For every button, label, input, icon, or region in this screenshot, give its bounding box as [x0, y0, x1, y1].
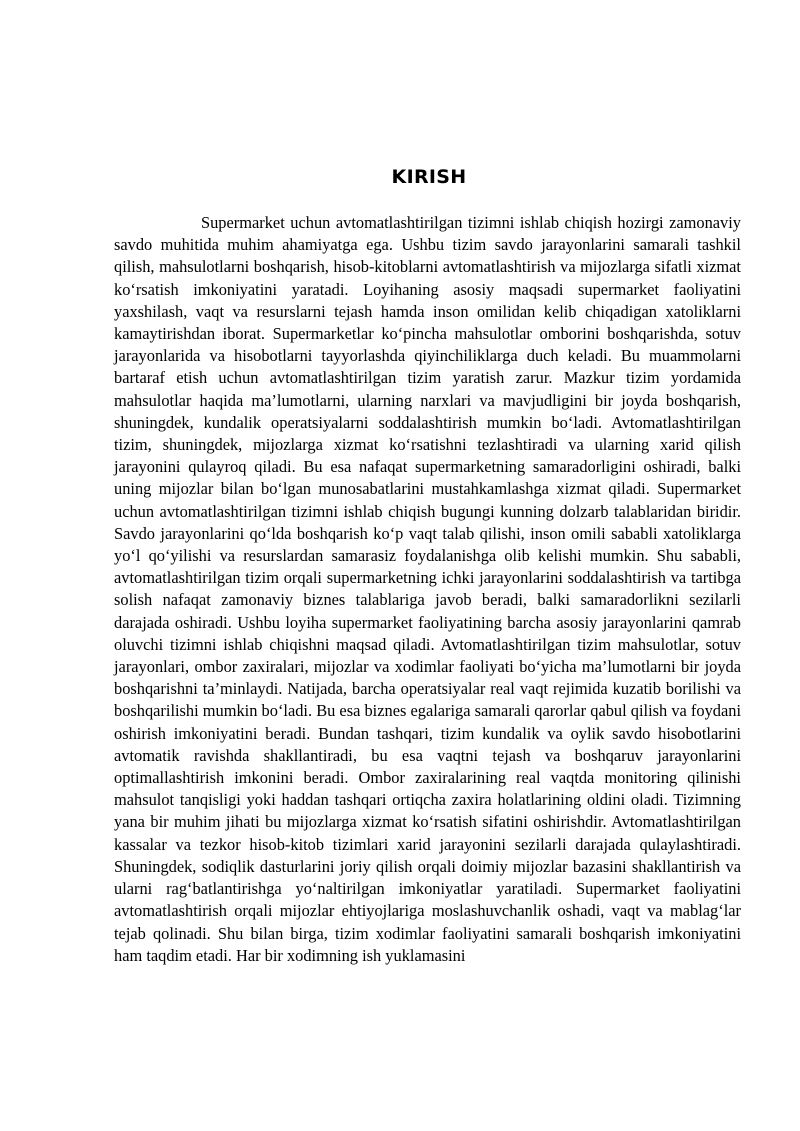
body-paragraph: Supermarket uchun avtomatlashtirilgan tizimni ishlab chiqish hozirgi zamonaviy savdo muhitida muhim ahamiyatga ega. Ushbu tizim savdo jarayonlarini samarali tashkil qilish, mahsulotlarni boshqarish, hisob-kitoblarni avtomatlashtirish va mijozlarga sifatli xizmat ko‘rsatish imkoniyatini yaratadi. Loyihaning asosiy maqsadi supermarket faoliyatini yaxshilash, vaqt va resurslarni tejash hamda inson omilidan kelib chiqadigan xatoliklarni kamaytirishdan iborat. Supermarketlar ko‘pincha mahsulotlar omborini boshqarishda, sotuv jarayonlarida va hisobotlarni tayyorlashda qiyinchiliklarga duch keladi. Bu muammolarni bartaraf etish uchun avtomatlashtirilgan tizim yaratish zarur. Mazkur tizim yordamida mahsulotlar haqida ma’lumotlarni, ularning narxlari va mavjudligini bir joyda boshqarish, shuningdek, kundalik operatsiyalarni soddalashtirish mumkin bo‘ladi. Avtomatlashtirilgan tizim, shuningdek, mijozlarga xizmat ko‘rsatishni tezlashtiradi va ularning xarid qilish jarayonini qulayroq qiladi. Bu esa nafaqat supermarketning samaradorligini oshiradi, balki uning mijozlar bilan bo‘lgan munosabatlarini mustahkamlashga xizmat qiladi. Supermarket uchun avtomatlashtirilgan tizimni ishlab chiqish bugungi kunning dolzarb talablaridan biridir. Savdo jarayonlarini qo‘lda boshqarish ko‘p vaqt talab qilishi, inson omili sababli xatoliklarga yo‘l qo‘yilishi va resurslardan samarasiz foydalanishga olib kelishi mumkin. Shu sababli, avtomatlashtirilgan tizim orqali supermarketning ichki jarayonlarini soddalashtirish va tartibga solish nafaqat zamonaviy biznes talablariga javob beradi, balki samaradorlikni sezilarli darajada oshiradi. Ushbu loyiha supermarket faoliyatining barcha asosiy jarayonlarini qamrab oluvchi tizimni ishlab chiqishni maqsad qiladi. Avtomatlashtirilgan tizim mahsulotlar, sotuv jarayonlari, ombor zaxiralari, mijozlar va xodimlar faoliyati bo‘yicha ma’lumotlarni bir joyda boshqarishni ta’minlaydi. Natijada, barcha operatsiyalar real vaqt rejimida kuzatib borilishi va boshqarilishi mumkin bo‘ladi. Bu esa biznes egalariga samarali qarorlar qabul qilish va foydani oshirish imkoniyatini beradi. Bundan tashqari, tizim kundalik va oylik savdo hisobotlarini avtomatik ravishda shakllantiradi, bu esa vaqtni tejash va boshqaruv jarayonlarini optimallashtirish imkonini beradi. Ombor zaxiralarining real vaqtda monitoring qilinishi mahsulot tanqisligi yoki haddan tashqari ortiqcha zaxira holatlarining oldini oladi. Tizimning yana bir muhim jihati bu mijozlarga xizmat ko‘rsatish sifatini oshirishdir. Avtomatlashtirilgan kassalar va tezkor hisob-kitob tizimlari xarid jarayonini sezilarli darajada qulaylashtiradi. Shuningdek, sodiqlik dasturlarini joriy qilish orqali doimiy mijozlar bazasini shakllantirish va ularni rag‘batlantirishga yo‘naltirilgan imkoniyatlar yaratiladi. Supermarket faoliyatini avtomatlashtirish orqali mijozlar ehtiyojlariga moslashuvchanlik oshadi, vaqt va mablag‘lar tejab qolinadi. Shu bilan birga, tizim xodimlar faoliyatini samarali boshqarish imkoniyatini ham taqdim etadi. Har bir xodimning ish yuklamasini — [114, 213, 741, 965]
page-title: KIRISH — [391, 166, 467, 188]
